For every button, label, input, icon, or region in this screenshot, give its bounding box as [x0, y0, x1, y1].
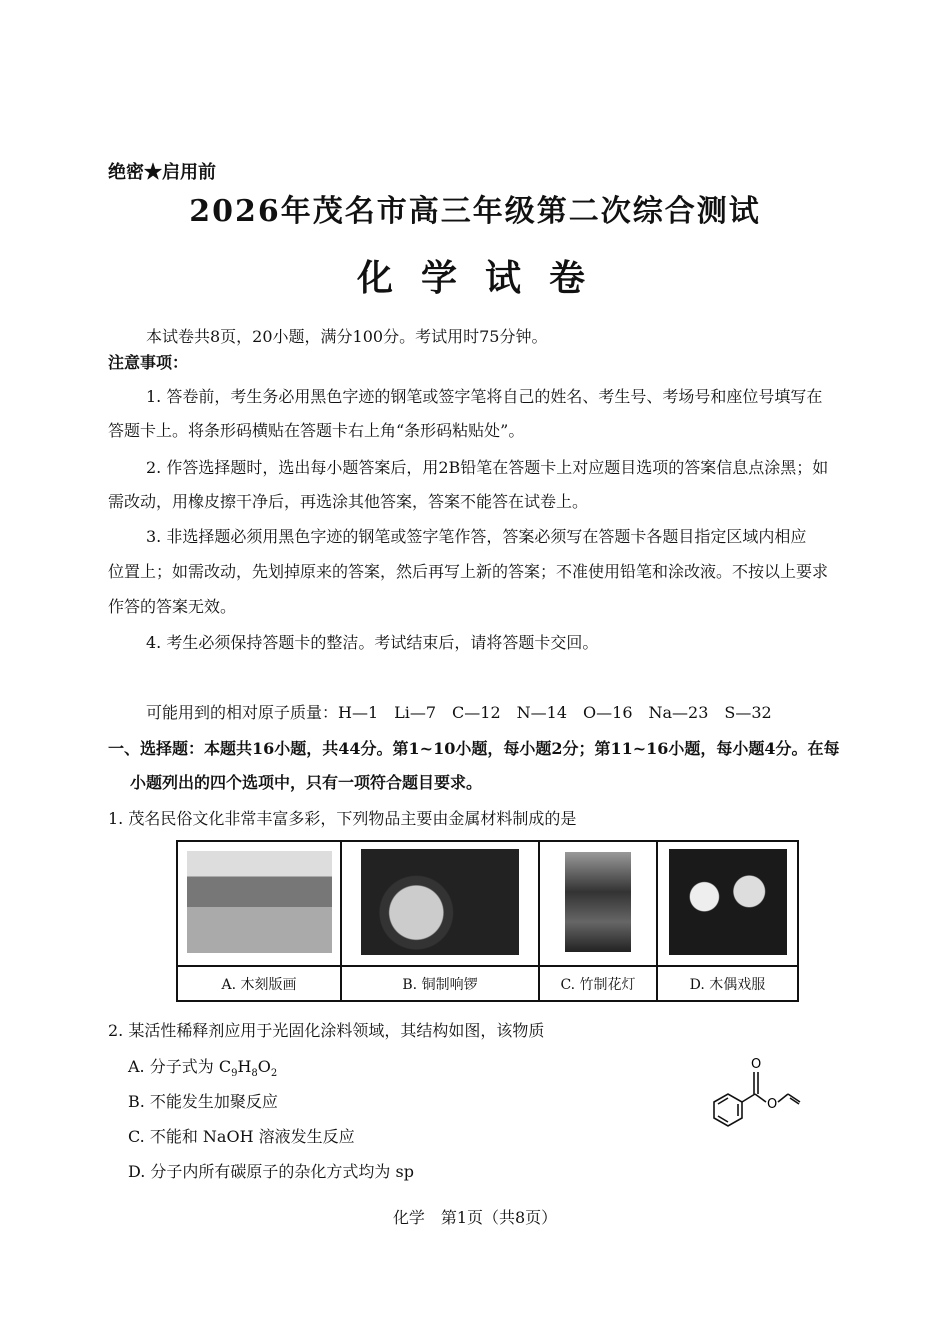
option-d-image-cell [657, 841, 798, 966]
note-1-line-2: 答题卡上。将条形码横贴在答题卡右上角“条形码粘贴处”。 [108, 421, 525, 440]
note-3-line-1: 3. 非选择题必须用黑色字迹的钢笔或签字笔作答，答案必须写在答题卡各题目指定区域内相应 [146, 527, 807, 546]
page-footer: 化学 第1页（共8页） [392, 1208, 558, 1227]
note-2-line-1: 2. 作答选择题时，选出每小题答案后，用2B铅笔在答题卡上对应题目选项的答案信息点涂黑；如 [146, 458, 829, 477]
copper-gong-image [361, 849, 519, 955]
q1-stem: 1. 茂名民俗文化非常丰富多彩，下列物品主要由金属材料制成的是 [108, 809, 577, 828]
ester-oxygen-label: O [767, 1097, 778, 1112]
note-1-line-1: 1. 答卷前，考生务必用黑色字迹的钢笔或签字笔将自己的姓名、考生号、考场号和座位号填写在 [146, 387, 823, 406]
bamboo-lantern-image [565, 852, 631, 952]
q2-stem: 2. 某活性稀释剂应用于光固化涂料领域，其结构如图，该物质 [108, 1021, 545, 1040]
note-4-line-1: 4. 考生必须保持答题卡的整洁。考试结束后，请将答题卡交回。 [146, 633, 599, 652]
exam-title: 2026年茂名市高三年级第二次综合测试 [189, 194, 761, 229]
note-2-line-2: 需改动，用橡皮擦干净后，再选涂其他答案，答案不能答在试卷上。 [108, 492, 589, 511]
subject-title: 化学试卷 [356, 257, 613, 299]
q2-option-c: C. 不能和 NaOH 溶液发生反应 [128, 1127, 355, 1146]
option-b-label: B. 铜制响锣 [341, 966, 539, 1001]
vinyl-benzoate-structure [700, 1050, 820, 1140]
note-3-line-2: 位置上；如需改动，先划掉原来的答案，然后再写上新的答案；不准使用铅笔和涂改液。不按以上要求 [108, 562, 829, 581]
woodcut-print-image [187, 851, 332, 953]
section1-heading-line-2: 小题列出的四个选项中，只有一项符合题目要求。 [130, 773, 483, 792]
q2-option-d: D. 分子内所有碳原子的杂化方式均为 sp [128, 1162, 414, 1181]
puppet-costume-image [669, 849, 787, 955]
option-a-image-cell [177, 841, 341, 966]
atomic-masses: 可能用到的相对原子质量：H—1 Li—7 C—12 N—14 O—16 Na—23 S—32 [146, 703, 772, 722]
exam-intro: 本试卷共8页，20小题，满分100分。考试用时75分钟。 [146, 327, 548, 346]
option-b-image-cell [341, 841, 539, 966]
q1-options-table [176, 840, 799, 1002]
note-3-line-3: 作答的答案无效。 [108, 597, 237, 616]
option-c-label: C. 竹制花灯 [539, 966, 657, 1001]
carbonyl-oxygen-label: O [751, 1057, 762, 1072]
option-d-label: D. 木偶戏服 [657, 966, 798, 1001]
section1-heading-line-1: 一、选择题：本题共16小题，共44分。第1~10小题，每小题2分；第11~16小题，每小题4分。在每 [108, 739, 840, 758]
q2-option-a: A. 分子式为 $C_9H_8O_2$ [128, 1057, 278, 1080]
confidential-mark: 绝密★启用前 [108, 162, 216, 183]
q2-option-b: B. 不能发生加聚反应 [128, 1092, 278, 1111]
notes-title: 注意事项： [108, 353, 189, 372]
option-a-label: A. 木刻版画 [177, 966, 341, 1001]
option-c-image-cell [539, 841, 657, 966]
